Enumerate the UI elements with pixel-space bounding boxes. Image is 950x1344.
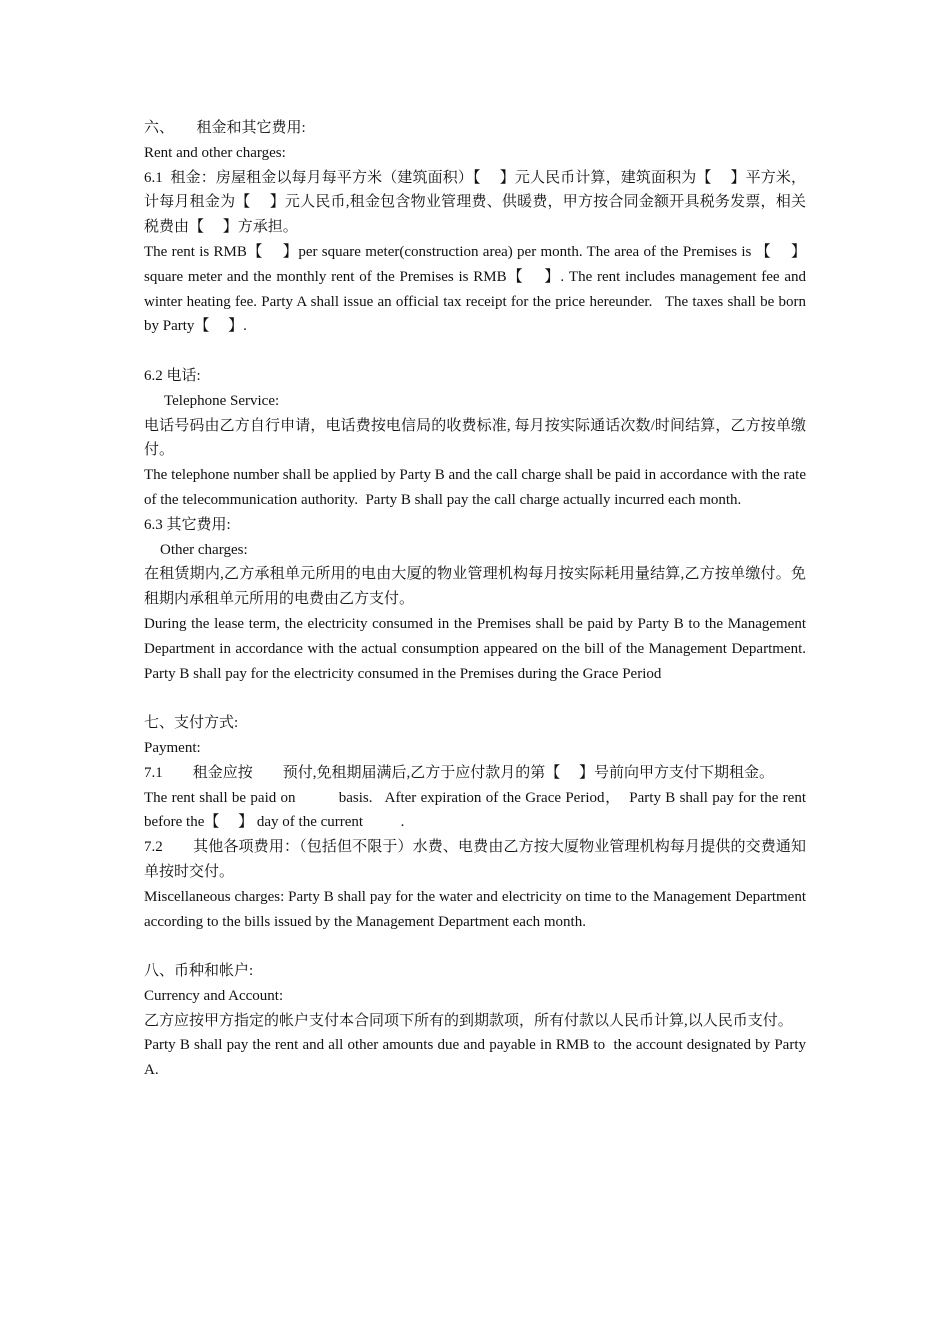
spacer [144, 339, 806, 364]
document-page [144, 116, 810, 1083]
clause-8-cn: 乙方应按甲方指定的帐户支付本合同项下所有的到期款项，所有付款以人民币计算,以人民币支付。 [144, 1012, 793, 1029]
section-8-heading-en: Currency and Account: [144, 987, 284, 1004]
clause-6-2-en: The telephone number shall be applied by Party B and the call charge shall be paid in accordance with the rate of the telecommunication authority. Party B shall pay the call charge actually incurred each month. [144, 467, 810, 508]
clause-6-2-title-en: Telephone Service: [164, 392, 280, 409]
clause-6-2-cn: 电话号码由乙方自行申请，电话费按电信局的收费标准, 每月按实际通话次数/时间结算，乙方按单缴付。 [144, 417, 806, 459]
section-6-heading-en: Rent and other charges: [144, 144, 286, 161]
clause-6-1-en: The rent is RMB【 】per square meter(construction area) per month. The area of the Premises is 【 】square meter and the monthly rent of the Premises is RMB【 】. The rent includes management fee and winter heating fee. Party A shall issue an official tax receipt for the price hereunder. The taxes shall be born by Party【 】. [144, 243, 810, 335]
clause-6-3-title-cn: 6.3 其它费用: [144, 516, 231, 533]
spacer [144, 934, 806, 959]
clause-6-3-cn: 在租赁期内,乙方承租单元所用的电由大厦的物业管理机构每月按实际耗用量结算,乙方按单缴付。免租期内承租单元所用的电费由乙方支付。 [144, 566, 806, 608]
spacer [144, 686, 806, 711]
clause-8-en: Party B shall pay the rent and all other amounts due and payable in RMB to the account designated by Party A. [144, 1037, 809, 1079]
clause-7-2-en: Miscellaneous charges: Party B shall pay for the water and electricity on time to the Management Department according to the bills issued by the Management Department each month. [144, 888, 810, 930]
clause-6-3-en: During the lease term, the electricity consumed in the Premises shall be paid by Party B to the Management Department in accordance with the actual consumption appeared on the bill of the Management Department. Party B shall pay for the electricity consumed in the Premises during the Grace Period [144, 615, 810, 682]
clause-6-3-title-en: Other charges: [160, 541, 248, 558]
clause-7-1-en: The rent shall be paid on basis. After expiration of the Grace Period， Party B shall pay for the rent before the【 】 day of the current . [144, 789, 810, 831]
clause-7-1-cn: 7.1 租金应按 预付,免租期届满后,乙方于应付款月的第【 】号前向甲方支付下期租金。 [144, 764, 775, 781]
section-7-heading-cn: 七、支付方式: [144, 715, 239, 732]
clause-6-1-cn: 6.1 租金：房屋租金以每月每平方米（建筑面积）【 】元人民币计算，建筑面积为【 】平方米，计每月租金为【 】元人民币,租金包含物业管理费、供暖费，甲方按合同金额开具税务发票，相关税费由【 】方承担。 [144, 169, 806, 236]
clause-7-2-cn: 7.2 其他各项费用：（包括但不限于）水费、电费由乙方按大厦物业管理机构每月提供的交费通知单按时交付。 [144, 839, 806, 880]
section-7-heading-en: Payment: [144, 739, 201, 756]
section-6-heading-cn: 六、 租金和其它费用: [144, 120, 306, 136]
section-8-heading-cn: 八、币种和帐户: [144, 963, 254, 980]
clause-6-2-title-cn: 6.2 电话: [144, 367, 201, 384]
